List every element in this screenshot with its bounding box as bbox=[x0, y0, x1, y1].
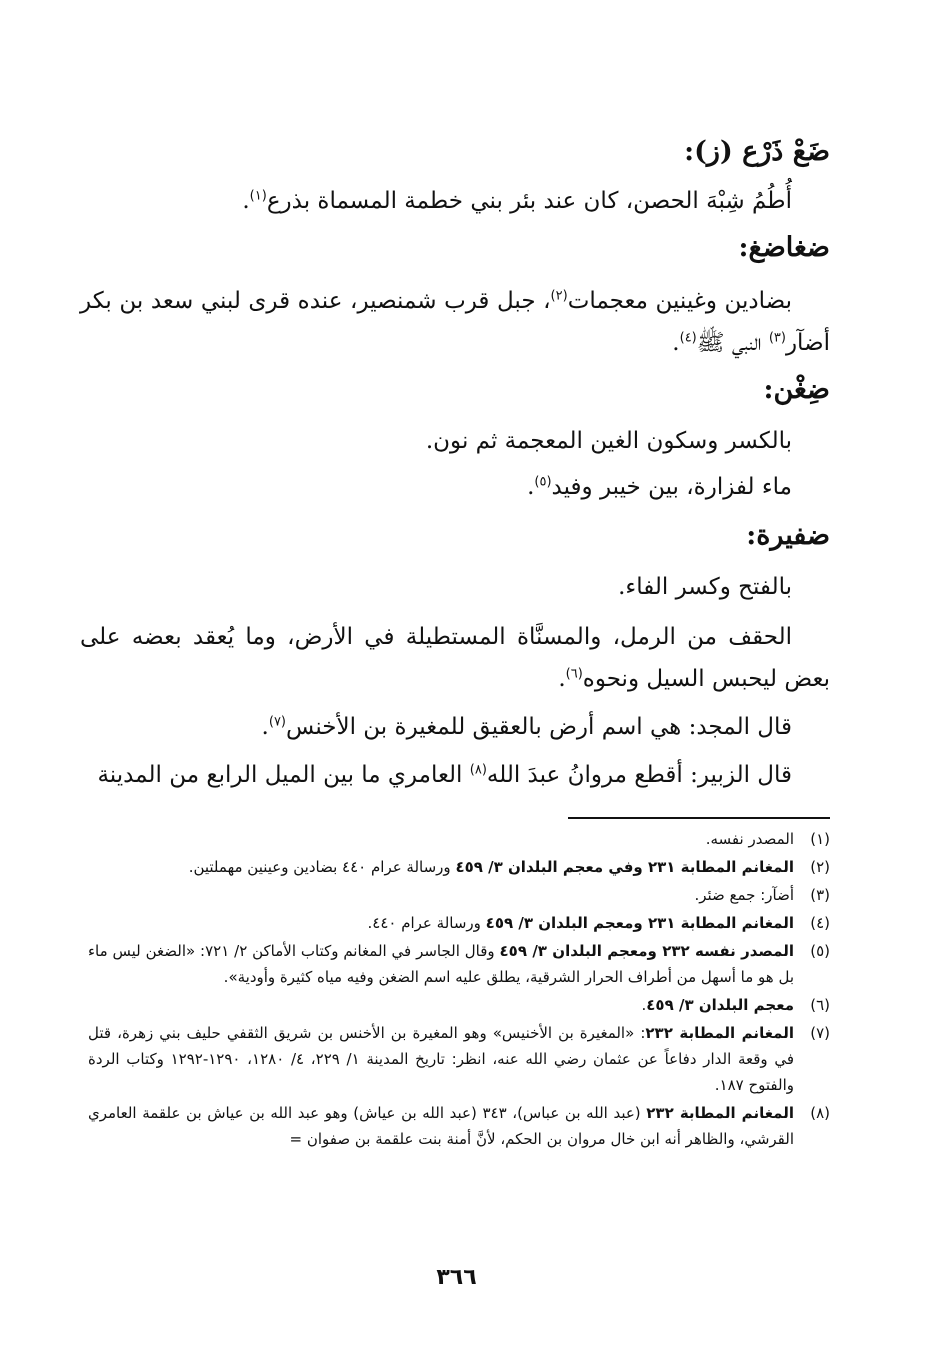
footnote-ref[interactable]: (٦) bbox=[565, 666, 583, 682]
footnote-separator bbox=[568, 817, 830, 819]
paragraph-tail: . bbox=[261, 714, 269, 740]
footnote-8 bbox=[88, 1100, 830, 1152]
paragraph-text: النبي ﷺ bbox=[696, 330, 769, 356]
footnote-number: (١) bbox=[810, 830, 830, 848]
footnote-number: (٥) bbox=[810, 942, 830, 960]
footnote-source: المصدر نفسه ٢٣٢ ومعجم البلدان ٣/ ٤٥٩ bbox=[499, 942, 794, 960]
entry-paragraph bbox=[80, 180, 830, 222]
entry-heading-daa-dhar: ضَعْ ذَرْع (ز): bbox=[684, 136, 830, 167]
footnote-6 bbox=[88, 992, 830, 1018]
footnote-text bbox=[88, 992, 794, 1018]
paragraph-tail: . bbox=[242, 188, 250, 214]
paragraph-tail: . bbox=[558, 666, 566, 692]
footnote-source: المغانم المطابة ٢٣١ ومعجم البلدان ٣/ ٤٥٩ bbox=[485, 914, 794, 932]
entry-heading-dighn: ضِغْن: bbox=[763, 374, 830, 405]
paragraph-text: قال الزبير: أقطع مروانُ عبدَ الله bbox=[486, 762, 792, 788]
entry-paragraph bbox=[80, 420, 830, 462]
page-number: ٣٦٦ bbox=[436, 1265, 477, 1290]
entry-paragraph bbox=[80, 466, 830, 508]
footnote-number: (٢) bbox=[810, 858, 830, 876]
footnote-ref[interactable]: (٤) bbox=[679, 330, 697, 346]
footnote-body: وقال الجاسر في المغانم وكتاب الأماكن ٢/ ٧٢١: «الضغن ليس ماء بل هو ما أسهل من أطراف الحرار الشرقية، يطلق عليه اسم الضغن وفيه مياه كثيرة وأودية». bbox=[88, 942, 794, 986]
footnote-number: (٣) bbox=[810, 886, 830, 904]
entry-heading-dafira: ضفيرة: bbox=[746, 520, 830, 551]
paragraph-tail: العامري ما بين الميل الرابع من المدينة bbox=[97, 762, 470, 788]
paragraph-text: بالكسر وسكون الغين المعجمة ثم نون. bbox=[425, 428, 792, 454]
paragraph-text: ماء لفزارة، بين خيبر وفيد bbox=[551, 474, 792, 500]
footnote-text bbox=[88, 882, 794, 908]
footnote-text bbox=[88, 938, 794, 990]
footnote-number: (٤) bbox=[810, 914, 830, 932]
footnote-body: : «المغيرة بن الأخنيس» وهو المغيرة بن الأخنس بن شريق الثقفي حليف بني زهرة، قتل في وقعة الدار دفاعاً عن عثمان رضي الله عنه، انظر: تاريخ المدينة ١/ ٢٢٩، ٤/ ١٢٨٠، ١٢٩٠-١٢٩٢ وكتاب الردة والفتوح ١٨٧. bbox=[88, 1024, 795, 1094]
paragraph-text: الحقف من الرمل، والمسنَّاة المستطيلة في الأرض، وما يُعقد بعضه على بعض ليحبس السيل ونحوه bbox=[80, 624, 830, 692]
footnote-body: ورسالة عرام ٤٤٠ بضادين وعينين مهملتين. bbox=[188, 858, 456, 876]
footnote-body: ورسالة عرام ٤٤٠. bbox=[367, 914, 486, 932]
footnote-ref[interactable]: (٨) bbox=[469, 762, 487, 778]
footnote-text bbox=[88, 910, 794, 936]
entry-paragraph bbox=[80, 754, 830, 796]
footnote-text bbox=[88, 826, 794, 852]
footnote-ref[interactable]: (٥) bbox=[534, 474, 552, 490]
footnote-2 bbox=[88, 854, 830, 880]
footnote-body: المصدر نفسه. bbox=[705, 830, 794, 848]
footnote-source: المغانم المطابة ٢٣٢ bbox=[646, 1104, 795, 1122]
footnote-text bbox=[88, 1020, 794, 1098]
paragraph-text: ، جبل قرب شمنصير، عنده قرى لبني سعد بن بكر أضآر bbox=[80, 288, 830, 356]
footnote-body: . bbox=[641, 996, 647, 1014]
footnote-7 bbox=[88, 1020, 830, 1098]
paragraph-tail: . bbox=[527, 474, 535, 500]
entry-paragraph bbox=[80, 616, 830, 700]
footnote-3 bbox=[88, 882, 830, 908]
footnote-number: (٧) bbox=[810, 1024, 830, 1042]
paragraph-text: بضادين وغينين معجمات bbox=[567, 288, 792, 314]
footnote-source: معجم البلدان ٣/ ٤٥٩ bbox=[646, 996, 794, 1014]
entry-paragraph bbox=[80, 706, 830, 748]
footnotes-list bbox=[88, 826, 830, 1154]
footnote-source: المغانم المطابة ٢٣١ وفي معجم البلدان ٣/ ٤٥٩ bbox=[455, 858, 794, 876]
paragraph-text: أُطُمُ شِبْهَ الحصن، كان عند بئر بني خطمة المسماة بذرع bbox=[266, 188, 792, 214]
paragraph-tail: . bbox=[672, 330, 680, 356]
entry-paragraph bbox=[80, 280, 830, 364]
entry-paragraph bbox=[80, 566, 830, 608]
footnote-text bbox=[88, 854, 794, 880]
footnote-number: (٨) bbox=[810, 1104, 830, 1122]
paragraph-text: قال المجد: هي اسم أرض بالعقيق للمغيرة بن الأخنس bbox=[286, 714, 792, 740]
footnote-body: (عبد الله بن عباس)، ٣٤٣ (عبد الله بن عياش) وهو عبد الله بن عياش بن علقمة العامري القرشي، والظاهر أنه ابن خال مروان بن الحكم، لأنَّ أمنة بنت علقمة بن صفوان = bbox=[88, 1104, 794, 1148]
footnote-number: (٦) bbox=[810, 996, 830, 1014]
footnote-ref[interactable]: (٧) bbox=[268, 714, 286, 730]
footnote-text bbox=[88, 1100, 794, 1152]
footnote-1 bbox=[88, 826, 830, 852]
footnote-source: المغانم المطابة ٢٣٢ bbox=[645, 1024, 794, 1042]
footnote-ref[interactable]: (١) bbox=[249, 188, 267, 204]
footnote-5 bbox=[88, 938, 830, 990]
paragraph-text: بالفتح وكسر الفاء. bbox=[618, 574, 792, 600]
entry-heading-daghadigh: ضغاضغ: bbox=[738, 232, 830, 263]
footnote-ref[interactable]: (٢) bbox=[550, 288, 568, 304]
footnote-ref[interactable]: (٣) bbox=[768, 330, 786, 346]
footnote-body: أضآر: جمع ضئر. bbox=[694, 886, 794, 904]
footnote-4 bbox=[88, 910, 830, 936]
